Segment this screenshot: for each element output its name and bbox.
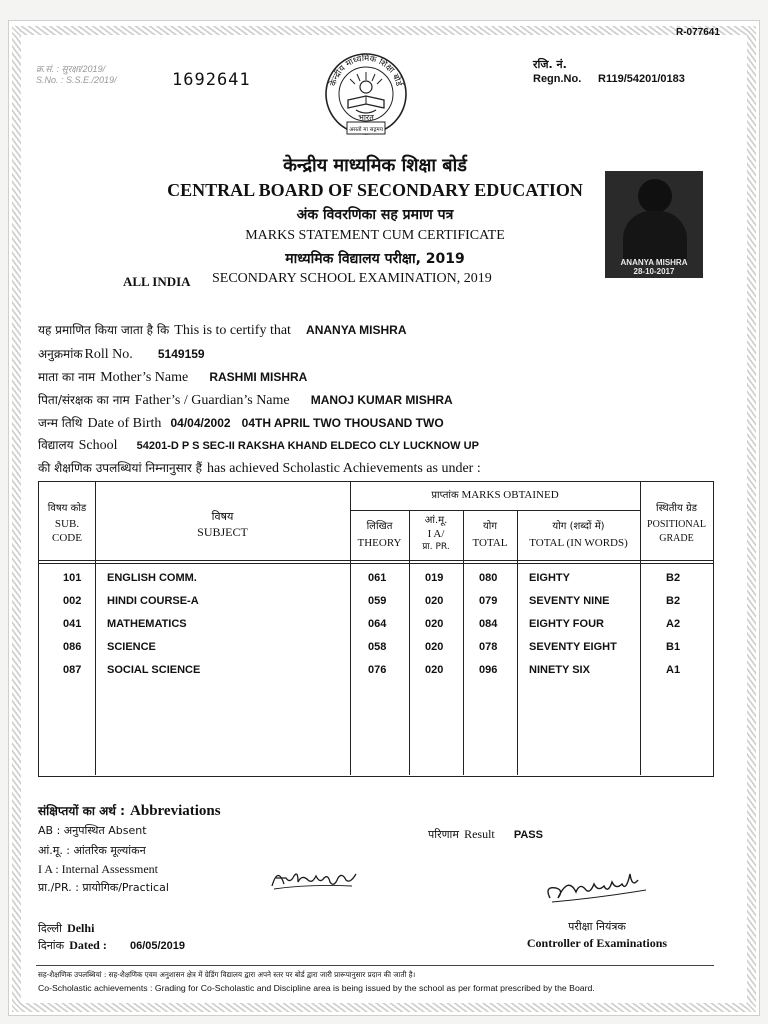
regn-number: R119/54201/0183 — [598, 73, 685, 85]
abbr-internal-hindi: आं.मू. : आंतरिक मूल्यांकन — [38, 844, 146, 857]
theory-marks: 061 — [368, 572, 387, 584]
total-marks: 084 — [479, 618, 498, 630]
result-label-hindi: परिणाम — [428, 828, 459, 841]
photo-silhouette-head — [638, 179, 672, 213]
certify-row — [38, 319, 407, 339]
faded-security-line-2: S.No. : S.S.E./2019/ — [36, 75, 117, 85]
header-total: TOTAL — [472, 537, 508, 549]
subject-code: 041 — [63, 618, 82, 630]
roll-row — [38, 343, 205, 363]
positional-grade: B2 — [666, 572, 681, 584]
subject-name: SOCIAL SCIENCE — [107, 664, 201, 676]
mother-name: RASHMI MISHRA — [209, 370, 308, 384]
footer-divider — [36, 965, 714, 966]
board-title-hindi: केन्द्रीय माध्यमिक शिक्षा बोर्ड — [283, 155, 467, 176]
school-row — [38, 434, 479, 454]
theory-marks: 064 — [368, 618, 387, 630]
ia-marks: 020 — [425, 595, 444, 607]
header-total-hindi: योग — [482, 521, 498, 532]
subject-name: ENGLISH COMM. — [107, 572, 197, 584]
roll-label-hindi: अनुक्रमांक — [38, 347, 83, 361]
student-signature-icon — [268, 862, 360, 892]
abbreviations-heading — [38, 800, 221, 820]
header-subject-hindi: विषय — [211, 510, 234, 523]
achievement-label-hindi: की शैक्षणिक उपलब्धियां निम्नानुसार हैं — [38, 461, 202, 475]
place-label: Delhi — [67, 921, 95, 935]
abbr-absent: AB : अनुपस्थित Absent — [38, 824, 147, 837]
achievement-row — [38, 457, 481, 477]
regn-label: Regn.No. — [533, 73, 582, 85]
photo-caption-name: ANANYA MISHRA — [620, 258, 688, 267]
school-label: School — [78, 438, 118, 453]
achievement-label: has achieved Scholastic Achievements as under : — [207, 461, 481, 476]
svg-text:भारत: भारत — [358, 113, 374, 122]
header-theory: THEORY — [357, 537, 402, 549]
dob-row — [38, 412, 444, 432]
result-value: PASS — [513, 829, 543, 841]
subject-code: 086 — [63, 641, 82, 653]
controller-signature-icon — [542, 868, 652, 908]
header-divider-double — [39, 563, 713, 564]
svg-text:केन्द्रीय माध्यमिक शिक्षा बोर्: केन्द्रीय माध्यमिक शिक्षा बोर्ड — [328, 53, 404, 88]
header-grade-hindi: स्थितीय ग्रेड — [656, 503, 697, 514]
positional-grade: A1 — [666, 664, 681, 676]
father-label: Father’s / Guardian’s Name — [134, 393, 290, 408]
total-marks: 080 — [479, 572, 498, 584]
cbse-emblem-icon — [323, 48, 409, 144]
date-label-hindi: दिनांक — [38, 939, 65, 952]
mother-label-hindi: माता का नाम — [38, 370, 96, 384]
header-words: TOTAL (IN WORDS) — [529, 537, 628, 549]
date-label: Dated : — [69, 938, 107, 952]
subject-name: HINDI COURSE-A — [107, 595, 199, 607]
exam-title-english: SECONDARY SCHOOL EXAMINATION, 2019 — [212, 271, 492, 286]
subject-name: MATHEMATICS — [107, 618, 187, 630]
header-theory-hindi: लिखित — [366, 521, 393, 532]
certificate-title-english: MARKS STATEMENT CUM CERTIFICATE — [245, 228, 505, 243]
place-label-hindi: दिल्ली — [38, 922, 62, 935]
father-row — [38, 389, 453, 409]
roll-number: 5149159 — [157, 347, 205, 361]
svg-text:Ananya: Ananya — [314, 872, 318, 873]
positional-grade: B2 — [666, 595, 681, 607]
dob-label-hindi: जन्म तिथि — [38, 416, 83, 430]
header-ia: I A/ — [427, 528, 445, 540]
subject-code: 002 — [63, 595, 82, 607]
theory-marks: 076 — [368, 664, 387, 676]
ia-marks: 020 — [425, 618, 444, 630]
svg-text:असतो मा सद्गमय: असतो मा सद्गमय — [349, 127, 383, 133]
serial-number: R-077641 — [676, 27, 720, 38]
ia-marks: 020 — [425, 664, 444, 676]
controller-label-hindi: परीक्षा नियंत्रक — [568, 920, 626, 933]
ia-marks: 019 — [425, 572, 444, 584]
footer-note-hindi: सह-शैक्षणिक उपलब्धियां : सह-शैक्षणिक एवम अनुशासन क्षेत्र में ग्रेडिंग विद्यालय द्वारा अपने स्तर पर बोर्ड द्वारा जारी प्रारूपानुसार प्रदान की जाती है। — [38, 970, 416, 979]
certificate-title-hindi: अंक विवरणिका सह प्रमाण पत्र — [296, 207, 454, 223]
total-marks: 078 — [479, 641, 498, 653]
faded-security-line-1: क्र.सं. : सुरक्षा/2019/ — [36, 64, 106, 74]
total-words: NINETY SIX — [529, 664, 590, 676]
date-of-birth: 04/04/2002 — [170, 416, 231, 430]
photo-silhouette-body — [623, 211, 687, 261]
controller-label: Controller of Examinations — [526, 936, 668, 950]
header-code-1: SUB. — [54, 518, 80, 530]
result-row — [428, 823, 543, 842]
roll-label: Roll No. — [84, 347, 133, 362]
header-code-2: CODE — [52, 532, 82, 544]
subject-code: 087 — [63, 664, 82, 676]
photo-caption-date: 28-10-2017 — [633, 267, 675, 276]
father-label-hindi: पिता/संरक्षक का नाम — [38, 393, 130, 407]
abbreviations-heading-hindi: संक्षिप्तयों का अर्थ : — [38, 804, 125, 818]
theory-marks: 058 — [368, 641, 387, 653]
father-name: MANOJ KUMAR MISHRA — [310, 393, 453, 407]
abbr-internal: I A : Internal Assessment — [38, 862, 158, 876]
total-words: EIGHTY — [529, 572, 570, 584]
header-marks-obtained — [350, 489, 640, 502]
abbr-practical: प्रा./PR. : प्रायोगिक/Practical — [38, 881, 169, 894]
photo-caption — [605, 258, 703, 276]
total-marks: 096 — [479, 664, 498, 676]
theory-marks: 059 — [368, 595, 387, 607]
header-ia-hindi: आं.मू. — [424, 515, 448, 526]
dob-label: Date of Birth — [87, 416, 162, 431]
school-label-hindi: विद्यालय — [38, 438, 74, 452]
header-grade-1: POSITIONAL — [647, 519, 706, 530]
marks-table — [38, 481, 714, 777]
total-words: SEVENTY EIGHT — [529, 641, 617, 653]
row-divider — [350, 510, 640, 511]
header-marks-english: MARKS OBTAINED — [461, 489, 559, 501]
total-words: SEVENTY NINE — [529, 595, 610, 607]
ia-marks: 020 — [425, 641, 444, 653]
total-words: EIGHTY FOUR — [529, 618, 604, 630]
regn-label-hindi: रजि. नं. — [533, 58, 567, 71]
certify-label-hindi: यह प्रमाणित किया जाता है कि — [38, 323, 170, 337]
header-marks-hindi: प्राप्तांक — [431, 490, 459, 501]
certificate-number: 1692641 — [172, 70, 251, 90]
header-grade-2: GRADE — [659, 533, 694, 544]
total-marks: 079 — [479, 595, 498, 607]
certify-label: This is to certify that — [174, 323, 291, 338]
exam-title-hindi: माध्यमिक विद्यालय परीक्षा, 2019 — [285, 251, 465, 267]
mother-row — [38, 366, 307, 386]
footer-note: Co-Scholastic achievements : Grading for Co-Scholastic and Discipline area is being issued by the school as per format prescribed by the Board. — [38, 983, 595, 993]
date-row — [38, 934, 185, 953]
mother-label: Mother’s Name — [100, 370, 189, 385]
date-of-birth-words: 04TH APRIL TWO THOUSAND TWO — [241, 416, 444, 430]
all-india-label: ALL INDIA — [123, 274, 191, 289]
abbreviations-heading-english: Abbreviations — [130, 803, 221, 819]
positional-grade: B1 — [666, 641, 681, 653]
result-label: Result — [464, 827, 495, 841]
issue-date: 06/05/2019 — [129, 940, 186, 952]
header-subject: SUBJECT — [197, 525, 248, 539]
student-name: ANANYA MISHRA — [306, 323, 407, 337]
header-pr: प्रा. PR. — [422, 542, 450, 552]
header-code-hindi: विषय कोड — [47, 503, 87, 514]
school-name: 54201-D P S SEC-II RAKSHA KHAND ELDECO CLY LUCKNOW UP — [136, 440, 479, 452]
header-divider — [39, 560, 713, 561]
board-title-english: CENTRAL BOARD OF SECONDARY EDUCATION — [167, 180, 583, 200]
student-photo — [605, 171, 703, 278]
header-words-hindi: योग (शब्दों में) — [552, 521, 605, 532]
positional-grade: A2 — [666, 618, 681, 630]
subject-name: SCIENCE — [107, 641, 156, 653]
subject-code: 101 — [63, 572, 82, 584]
